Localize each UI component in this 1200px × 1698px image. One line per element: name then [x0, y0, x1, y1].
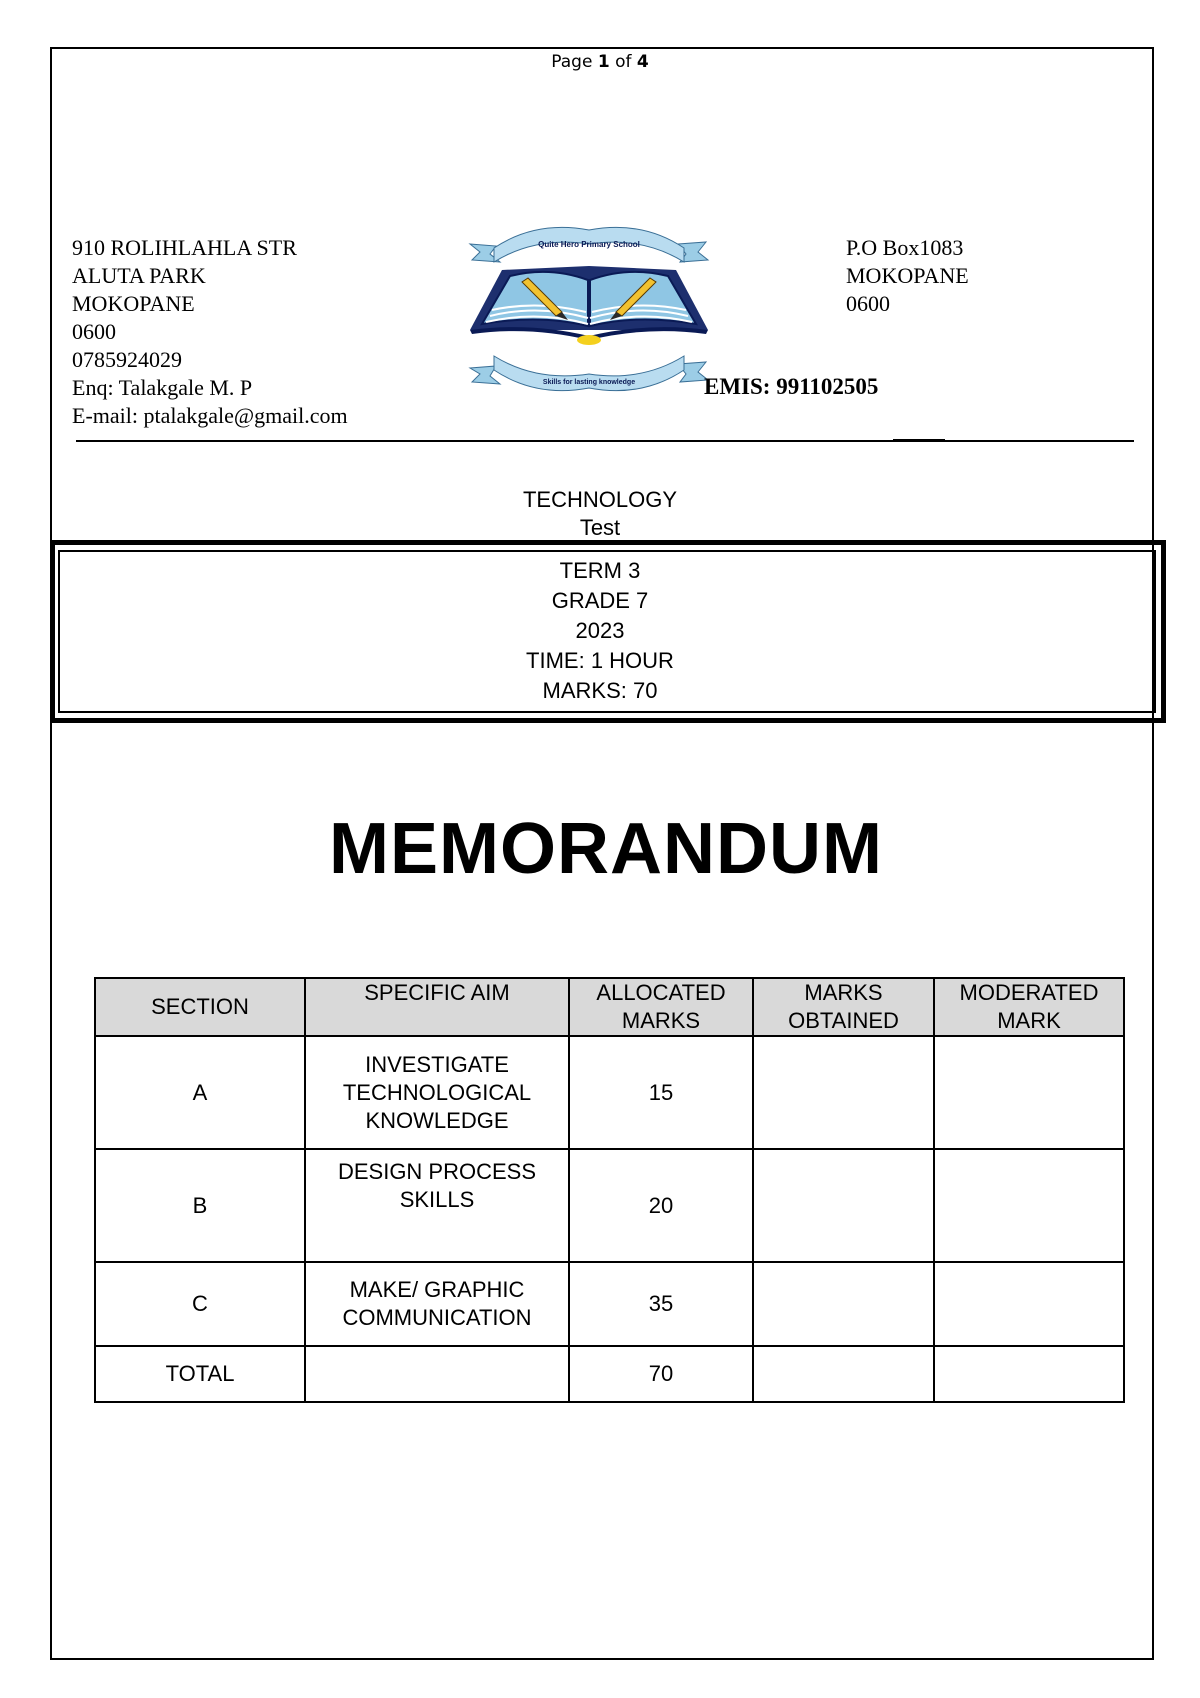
section-cell: C [95, 1262, 305, 1346]
table-row [95, 1036, 1124, 1149]
exam-term: TERM 3 [559, 558, 641, 583]
exam-year: 2023 [575, 618, 625, 643]
email-address: E-mail: ptalakgale@gmail.com [72, 403, 348, 428]
section-cell: B [95, 1149, 305, 1262]
total-label: TOTAL [95, 1346, 305, 1402]
address-line: 910 ROLIHLAHLA STR [72, 235, 297, 260]
column-header: MODERATED MARK [934, 978, 1124, 1036]
subject-name: TECHNOLOGY [522, 487, 678, 512]
address-line: MOKOPANE [72, 291, 195, 316]
obtained-cell [753, 1262, 934, 1346]
aim-cell: INVESTIGATE TECHNOLOGICAL KNOWLEDGE [305, 1036, 569, 1149]
address-line: 0600 [846, 291, 890, 316]
page-number: Page 1 of 4 [551, 52, 649, 72]
column-header: SECTION [95, 978, 305, 1036]
moderated-cell [934, 1346, 1124, 1402]
address-line: 0600 [72, 319, 116, 344]
address-line: MOKOPANE [846, 263, 969, 288]
exam-marks: MARKS: 70 [542, 678, 658, 703]
obtained-cell [753, 1149, 934, 1262]
column-header: ALLOCATED MARKS [569, 978, 753, 1036]
exam-info [0, 556, 1200, 706]
emis-number: EMIS: 991102505 [704, 374, 879, 399]
address-line: P.O Box1083 [846, 235, 964, 260]
logo-top-banner-text: Quite Hero Primary School [538, 240, 640, 249]
header-divider [76, 440, 1134, 442]
header-divider-accent [893, 439, 945, 442]
moderated-cell [934, 1262, 1124, 1346]
logo-bottom-banner [470, 356, 708, 391]
postal-address [846, 234, 969, 318]
moderated-cell [934, 1036, 1124, 1149]
school-logo [466, 226, 712, 404]
table-row [95, 1262, 1124, 1346]
table-header-row [95, 978, 1124, 1036]
column-header: MARKS OBTAINED [753, 978, 934, 1036]
allocated-cell: 35 [569, 1262, 753, 1346]
aim-cell [305, 1346, 569, 1402]
book-icon [470, 266, 708, 345]
logo-top-banner [470, 227, 708, 262]
column-header: SPECIFIC AIM [305, 978, 569, 1036]
obtained-cell [753, 1346, 934, 1402]
logo-bottom-banner-text: Skills for lasting knowledge [542, 379, 636, 386]
allocated-cell: 20 [569, 1149, 753, 1262]
allocated-cell: 15 [569, 1036, 753, 1149]
school-address [72, 234, 348, 430]
obtained-cell [753, 1036, 934, 1149]
enquiries-contact: Enq: Talakgale M. P [72, 375, 253, 400]
exam-time: TIME: 1 HOUR [526, 648, 674, 673]
assessment-type: Test [579, 515, 621, 540]
subject-heading [0, 486, 1200, 542]
aim-cell: MAKE/ GRAPHIC COMMUNICATION [305, 1262, 569, 1346]
address-line: ALUTA PARK [72, 263, 206, 288]
total-row [95, 1346, 1124, 1402]
moderated-cell [934, 1149, 1124, 1262]
document-title: MEMORANDUM [329, 809, 883, 889]
total-allocated: 70 [569, 1346, 753, 1402]
table-row [95, 1149, 1124, 1262]
marks-table [94, 977, 1125, 1403]
phone-number: 0785924029 [72, 347, 182, 372]
section-cell: A [95, 1036, 305, 1149]
exam-grade: GRADE 7 [551, 588, 649, 613]
aim-cell: DESIGN PROCESS SKILLS [305, 1149, 569, 1262]
